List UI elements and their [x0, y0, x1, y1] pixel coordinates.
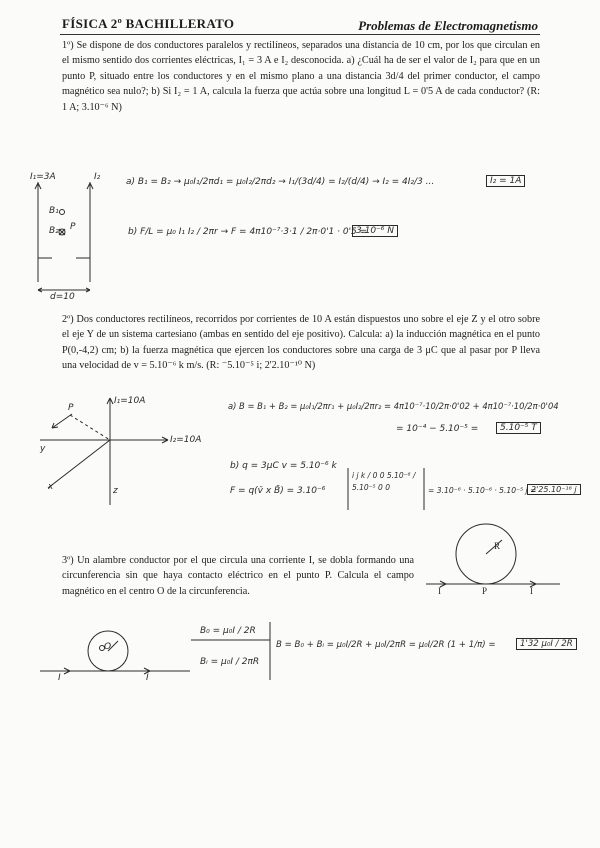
fig1-current-2: I₂: [94, 172, 101, 182]
fig3-current-left: I: [438, 586, 441, 596]
fig2-axis-y: y: [40, 444, 46, 454]
subject-title: Problemas de Electromagnetismo: [358, 18, 538, 33]
fig2-axis-x: x: [48, 482, 54, 492]
fig3-current-right: I: [530, 586, 533, 596]
fig1-b2: B₂: [49, 226, 59, 236]
course-title: FÍSICA 2º BACHILLERATO: [62, 16, 235, 31]
sol1-a-equation: a) B₁ = B₂ → μ₀I₁/2πd₁ = μ₀I₂/2πd₂ → I₁/(3d/4) = I₂/(d/4) → I₂ = 4I₂/3 ...: [126, 177, 435, 187]
sol2-a-result: 5.10⁻⁵ T: [496, 422, 541, 434]
fig2-current-z: I₁=10A: [114, 396, 146, 406]
fig1-current-1: I₁=3A: [30, 172, 56, 182]
sol3-result: 1'32 μ₀I / 2R: [516, 638, 577, 650]
fig2-current-y: I₂=10A: [170, 435, 202, 445]
sol2-b-result: 2'25.10⁻¹⁶ j: [527, 484, 581, 495]
sol2-b-simplify: = 3.10⁻⁶ · 5.10⁻⁶ · 5.10⁻⁵ j =: [428, 486, 537, 495]
fig3-radius: R: [494, 541, 501, 551]
sol2-a-simplify: = 10⁻⁴ − 5.10⁻⁵ =: [396, 424, 479, 434]
sol1-b-result: 3.10⁻⁶ N: [352, 225, 398, 237]
problem-1-text: 1º) Se dispone de dos conductores paralelos y rectilíneos, separados una distancia de 10 cm, por los que circulan en el mismo sentido dos corrientes eléctricas, I₁ = 3 A e I₂ desconocida. a) ¿Cuál ha de ser el valor de I₂ para que en un punto P, situado entre los conductores y en el mismo plano a una distancia 3d/4 del primer conductor, el campo magnético sea nulo?; b) Si I₂ = 1 A, calcula la fuerza que actúa sobre una longitud L = 0'5 A de cada conductor? (R: 1 A; 3.10⁻⁶ N): [62, 40, 540, 113]
sol3-fig-i-left: I: [58, 673, 61, 683]
sol2-b-matrix: i j k / 0 0 5.10⁻⁶ / 5.10⁻⁵ 0 0: [352, 471, 416, 492]
fig2-point-p: P: [68, 403, 74, 413]
sol2-a-equation: a) B = B₁ + B₂ = μ₀I₁/2πr₁ + μ₀I₂/2πr₂ = 4π10⁻⁷·10/2π·0'02 + 4π10⁻⁷·10/2π·0'04: [228, 401, 559, 411]
fig1-point-p: P: [70, 222, 76, 232]
fig3-point-p: P: [482, 586, 488, 596]
problem-3-text: 3º) Un alambre conductor por el que circula una corriente I, se dobla formando una circunferencia sin que haya contacto eléctrico en el punto P. Calcula el campo magnético en el centro O de la circunferencia.: [62, 555, 414, 597]
sol3-b-circle: B₀ = μ₀I / 2R: [200, 626, 256, 636]
sol3-sum: B = B₀ + Bᵢ = μ₀I/2R + μ₀I/2πR = μ₀I/2R (1 + 1/π) =: [276, 640, 496, 650]
fig1-b1: B₁: [49, 206, 59, 216]
fig1-distance: d=10: [50, 292, 75, 302]
problem-2-text: 2º) Dos conductores rectilíneos, recorridos por corrientes de 10 A están dispuestos uno sobre el eje Z y el otro sobre el eje Y de un sistema cartesiano (ambas en sentido del eje positivo). Calcula: a) la inducción magnética en el punto P(0,-4,2) cm; b) la fuerza magnética que ejercen los conductores sobre una carga de 3 μC que al pasar por P lleva una velocidad de v = 5.10⁻⁶ k m/s. (R: ⁻5.10⁻⁵ i; 2'2.10⁻¹⁰ N): [62, 314, 540, 372]
sol3-fig-i-right: I: [146, 673, 149, 683]
sol2-b-data: b) q = 3μC v = 5.10⁻⁶ k: [230, 461, 337, 471]
fig2-axis-z: z: [113, 486, 118, 496]
sol3-fig-o: O: [104, 642, 112, 652]
sol3-b-wire: Bᵢ = μ₀I / 2πR: [200, 657, 260, 667]
sol1-b-equation: b) F/L = μ₀ I₁ I₂ / 2πr → F = 4π10⁻⁷·3·1 / 2π·0'1 · 0'5 =: [128, 227, 368, 237]
sol1-a-result: I₂ = 1A: [486, 175, 525, 187]
sol2-b-force: F = q(v̄ x B̄) = 3.10⁻⁶: [230, 486, 326, 496]
